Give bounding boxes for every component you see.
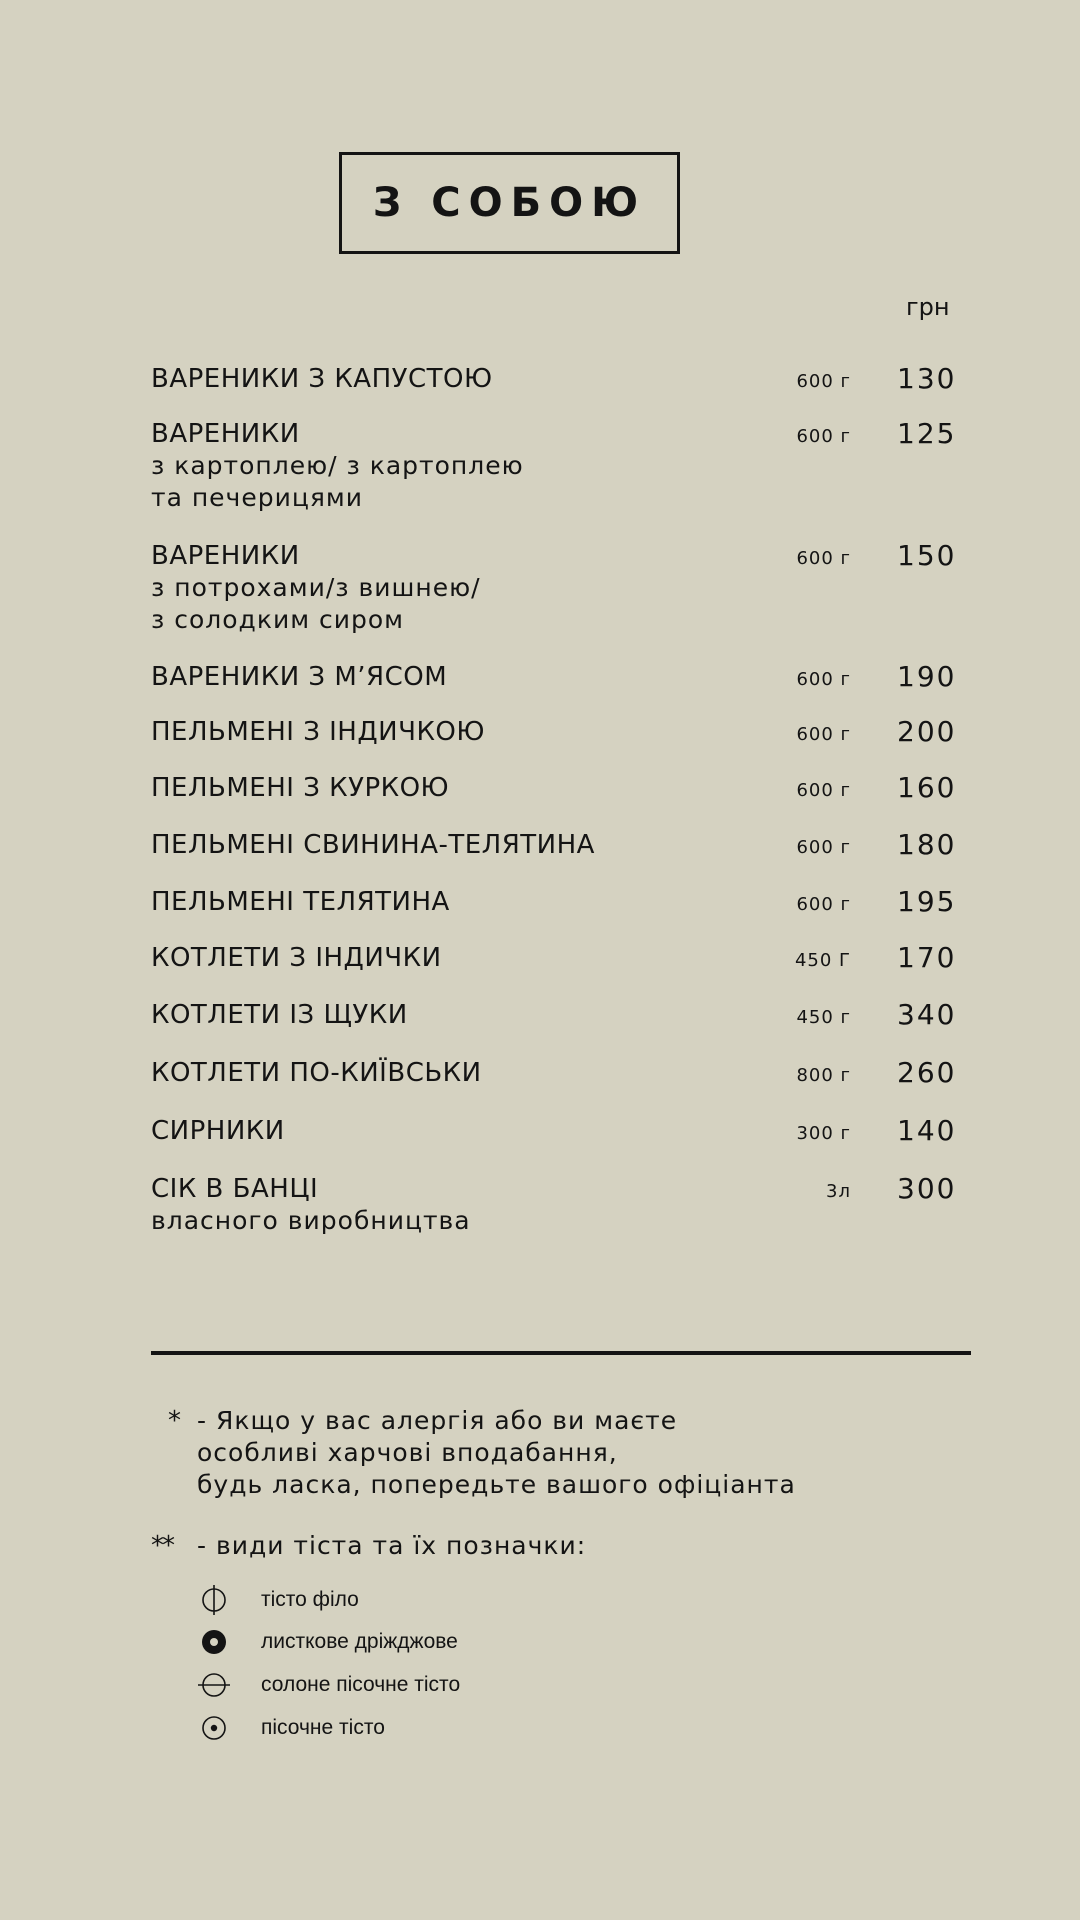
menu-item (151, 772, 971, 804)
double-asterisk-mark: ** (151, 1531, 173, 1561)
item-weight: 600 г (796, 426, 851, 447)
menu-item (151, 661, 971, 693)
item-name: ВАРЕНИКИ З М’ЯСОМ (151, 662, 448, 692)
menu-item (151, 363, 971, 395)
dough-type-item (197, 1711, 385, 1745)
menu-item (151, 886, 971, 918)
menu-item (151, 999, 971, 1031)
item-description: власного виробництва (151, 1206, 471, 1235)
item-weight: 600 г (796, 894, 851, 915)
item-price: 150 (897, 539, 957, 572)
item-price: 300 (897, 1172, 957, 1205)
circle-vertical-line-icon (197, 1583, 231, 1617)
item-price: 200 (897, 715, 957, 748)
item-name: СІК В БАНЦІ (151, 1174, 319, 1204)
item-price: 180 (897, 828, 957, 861)
dough-note-text: - види тіста та їх позначки: (197, 1531, 587, 1560)
item-description: з потрохами/з вишнею/ з солодким сиром (151, 573, 481, 634)
item-name: КОТЛЕТИ ІЗ ЩУКИ (151, 1000, 408, 1030)
item-weight: 600 г (796, 669, 851, 690)
menu-item (151, 540, 971, 636)
dough-type-label: пісочне тісто (261, 1716, 385, 1739)
dough-type-item (197, 1625, 458, 1659)
asterisk-mark: * (168, 1406, 182, 1436)
dough-note (151, 1530, 897, 1562)
menu-item (151, 418, 971, 514)
item-weight: 800 г (796, 1065, 851, 1086)
item-weight: 600 г (796, 724, 851, 745)
item-weight: 450 г (796, 1007, 851, 1028)
dough-type-label: солоне пісочне тісто (261, 1673, 461, 1696)
item-name: КОТЛЕТИ З ІНДИЧКИ (151, 943, 442, 973)
item-price: 130 (897, 362, 957, 395)
item-name: ПЕЛЬМЕНІ З ІНДИЧКОЮ (151, 717, 485, 747)
item-price: 340 (897, 998, 957, 1031)
item-description: з картоплею/ з картоплею та печерицями (151, 451, 524, 512)
dough-type-label: тісто філо (261, 1588, 359, 1611)
item-price: 260 (897, 1056, 957, 1089)
dough-type-item (197, 1668, 461, 1702)
page-title: З СОБОЮ (372, 180, 647, 226)
item-name: ПЕЛЬМЕНІ СВИНИНА-ТЕЛЯТИНА (151, 830, 595, 860)
title-box (339, 152, 680, 254)
filled-circle-dot-icon (197, 1625, 231, 1659)
item-weight: 600 г (796, 371, 851, 392)
item-weight: 3л (826, 1181, 851, 1202)
menu-item (151, 1115, 971, 1147)
menu-item (151, 1057, 971, 1089)
menu-item (151, 716, 971, 748)
item-weight: 450 Г (794, 950, 851, 971)
item-price: 195 (897, 885, 957, 918)
item-weight: 600 г (796, 780, 851, 801)
allergy-note (168, 1405, 897, 1501)
circle-dot-icon (197, 1711, 231, 1745)
allergy-note-text: - Якщо у вас алергія або ви маєте особливі харчові вподабання, будь ласка, попередьте вашого офіціанта (197, 1406, 796, 1499)
item-price: 140 (897, 1114, 957, 1147)
item-name: СИРНИКИ (151, 1116, 285, 1146)
menu-item (151, 942, 971, 974)
dough-type-label: листкове дріжджове (261, 1630, 458, 1653)
circle-horizontal-line-icon (197, 1668, 231, 1702)
menu-item (151, 1173, 971, 1237)
item-name: ПЕЛЬМЕНІ З КУРКОЮ (151, 773, 450, 803)
item-name: ВАРЕНИКИ (151, 541, 300, 571)
menu-item (151, 829, 971, 861)
item-price: 125 (897, 417, 957, 450)
item-name: ВАРЕНИКИ (151, 419, 300, 449)
currency-label: грн (906, 293, 950, 321)
item-name: ПЕЛЬМЕНІ ТЕЛЯТИНА (151, 887, 450, 917)
item-weight: 600 г (796, 837, 851, 858)
item-price: 160 (897, 771, 957, 804)
item-weight: 300 г (796, 1123, 851, 1144)
item-weight: 600 г (796, 548, 851, 569)
item-price: 170 (897, 941, 957, 974)
divider (151, 1351, 971, 1355)
item-price: 190 (897, 660, 957, 693)
item-name: ВАРЕНИКИ З КАПУСТОЮ (151, 364, 493, 394)
dough-type-item (197, 1583, 359, 1617)
item-name: КОТЛЕТИ ПО-КИЇВСЬКИ (151, 1058, 482, 1088)
